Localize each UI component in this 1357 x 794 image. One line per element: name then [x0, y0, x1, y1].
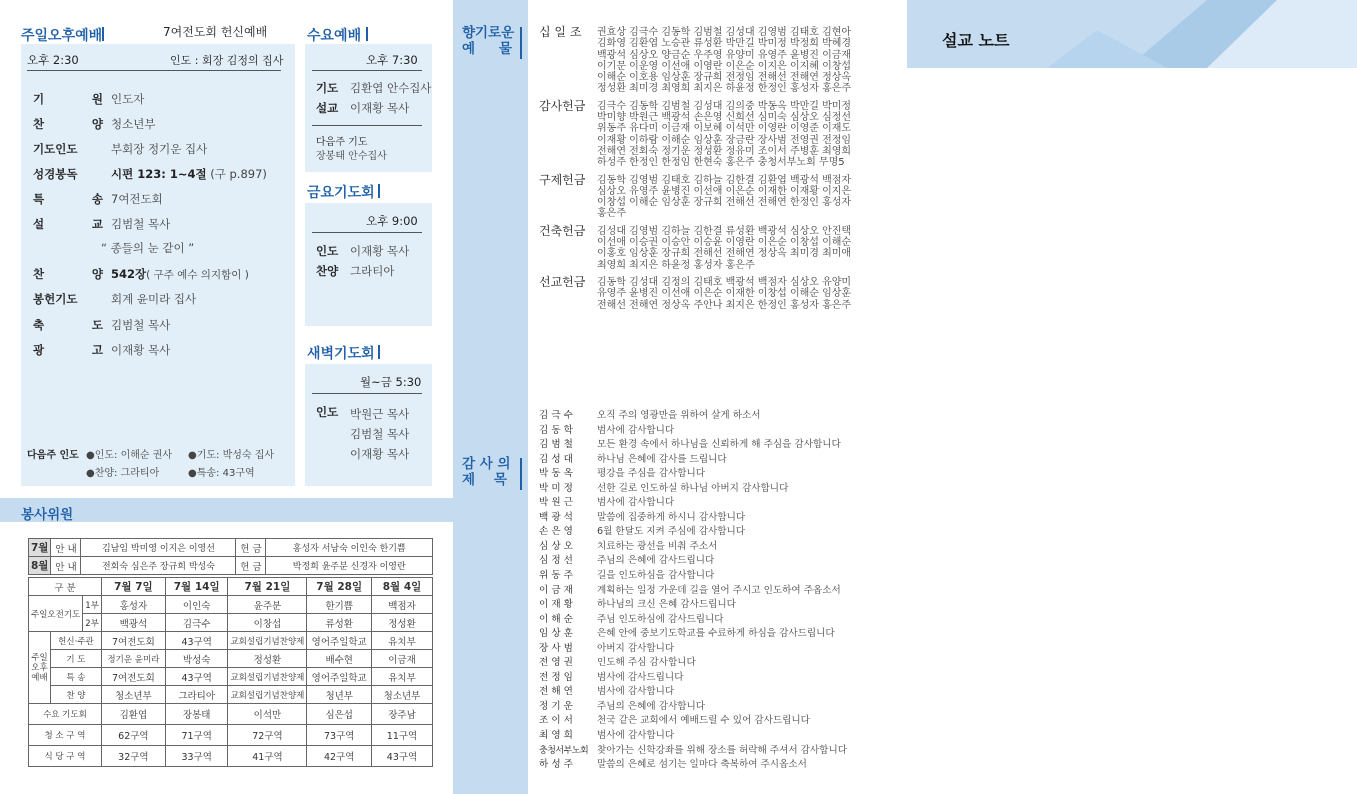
order-label: 설 교	[33, 217, 103, 231]
service-label: 기도	[316, 81, 339, 95]
sunday-service-panel	[21, 44, 295, 486]
sunday-time: 오후 2:30	[27, 53, 79, 67]
order-value: 부회장 정기운 집사	[111, 142, 208, 156]
order-value: 김범철 목사	[111, 217, 171, 231]
sermon-title: “ 종들의 눈 같이 ”	[101, 241, 195, 255]
thanks-row	[539, 671, 899, 686]
cell: 이석만	[228, 704, 307, 725]
thanks-message: 말씀에 집중하게 하시니 감사합니다	[597, 511, 746, 523]
offering-row	[539, 98, 869, 169]
cell: 11구역	[372, 725, 433, 746]
order-row	[33, 166, 303, 182]
thanks-name: 전 정 임	[539, 671, 573, 683]
cell: 32구역	[101, 746, 165, 767]
offering-names: 김극수 김동학 김범철 김성대 김의중 박동옥 박만길 박미정 박미향 박원근 백광석 손은영 신희선 심미숙 심상오 심정선 위동주 유다미 이금재 이보혜 이석만 이영란 이영준 이재도 이재황 이하람 이해순 임상훈 장금란 장사범 전영권 전정임 전해연 전회숙 정기운 정성환 정유미 조이서 주병훈 최영희 하성주 한정인 한정임 한현숙 홍은주 충청서부노회 무명5	[597, 100, 852, 169]
cell: 김극수	[165, 614, 228, 632]
cell: 청소년부	[101, 686, 165, 704]
cell: 이인숙	[165, 596, 228, 614]
thanks-message: 아버지 감사합니다	[597, 642, 675, 654]
order-label: 찬 양	[33, 267, 103, 281]
thanks-message: 오직 주의 영광만을 위하여 살게 하소서	[597, 410, 761, 421]
wednesday-title: 수요예배	[307, 28, 362, 44]
thanks-name: 이 재 황	[539, 599, 573, 611]
thanks-row	[539, 554, 899, 569]
cell: 윤주분	[228, 596, 307, 614]
weekly-volunteer-table	[28, 577, 433, 767]
cell: 영어주일학교	[307, 632, 372, 650]
thanks-row	[539, 540, 899, 555]
order-row	[33, 91, 303, 107]
order-value: 이재황 목사	[111, 343, 171, 357]
cell: 장주남	[372, 704, 433, 725]
service-row	[316, 100, 432, 116]
cell: 41구역	[228, 746, 307, 767]
table-row	[29, 704, 433, 725]
cell: 정성환	[372, 614, 433, 632]
order-label: 기도인도	[33, 142, 78, 156]
cell: 그라티아	[165, 686, 228, 704]
order-row	[33, 291, 303, 307]
offering-label: 구제헌금	[539, 172, 586, 187]
date-header: 7월 14일	[165, 578, 228, 596]
cell: 72구역	[228, 725, 307, 746]
thanks-message: 하나님 은혜에 감사를 드립니다	[597, 453, 727, 465]
cell: 한기쁨	[307, 596, 372, 614]
service-label: 인도	[316, 244, 339, 258]
thanks-name: 충청서부노회	[539, 745, 589, 756]
thanks-row	[539, 613, 899, 628]
service-value: 이재황 목사	[350, 244, 410, 258]
thanks-message: 주님 인도하심에 감사드립니다	[597, 613, 724, 625]
thanks-row	[539, 496, 899, 511]
thanks-message: 주님의 은혜에 감사드립니다	[597, 555, 715, 567]
thanks-row	[539, 467, 899, 482]
service-label: 설교	[316, 101, 339, 115]
table-row	[29, 596, 433, 614]
sunday-leader: 인도 : 회장 김정의 집사	[170, 54, 284, 67]
cell: 홍성자	[101, 596, 165, 614]
thanks-message: 하나님의 크신 은혜 감사드립니다	[597, 599, 736, 611]
cell: 43구역	[372, 746, 433, 767]
cell: 교회설립기념찬양제	[228, 668, 307, 686]
order-value: 시편 123: 1~4절 (구 p.897)	[111, 167, 267, 181]
cell: 73구역	[307, 725, 372, 746]
dawn-leader: 박원근 목사	[350, 407, 410, 421]
cell: 백점자	[372, 596, 433, 614]
thanks-name: 박 동 옥	[539, 468, 573, 480]
thanks-row	[539, 598, 899, 613]
next-week-item: ●찬양: 그라티아	[86, 468, 160, 479]
date-header: 7월 7일	[101, 578, 165, 596]
table-row	[29, 725, 433, 746]
title-bar-mark	[366, 27, 368, 41]
part-label: 기 도	[51, 650, 102, 668]
offering-label: 선교헌금	[539, 274, 586, 289]
thanks-name: 전 영 권	[539, 657, 573, 669]
thanks-name: 이 금 재	[539, 584, 573, 596]
cell: 김환엽	[101, 704, 165, 725]
table-row	[29, 650, 433, 668]
thanks-message: 치료하는 광선을 비춰 주소서	[597, 540, 718, 552]
row-label: 식 당 구 역	[29, 746, 102, 767]
cell: 박성숙	[165, 650, 228, 668]
cell: 심은섭	[307, 704, 372, 725]
cell: 청년부	[307, 686, 372, 704]
thanks-name: 하 성 주	[539, 759, 573, 771]
thanks-name: 김 동 학	[539, 424, 573, 436]
service-value: 그라티아	[350, 264, 395, 278]
order-label: 찬 양	[33, 117, 103, 131]
cell: 정기운 윤미라	[101, 650, 165, 668]
thanks-name: 김 성 대	[539, 453, 573, 465]
thanks-name: 박 원 근	[539, 497, 573, 509]
volunteers-title: 봉사위원	[21, 507, 74, 523]
dawn-leaders	[350, 404, 409, 464]
order-value: 7여전도회	[111, 192, 163, 206]
table-row	[29, 686, 433, 704]
cell: 71구역	[165, 725, 228, 746]
dawn-time: 월~금 5:30	[360, 375, 422, 389]
thanks-name: 심 상 오	[539, 540, 573, 552]
table-row	[29, 746, 433, 767]
part-label: 특 송	[51, 668, 102, 686]
cell: 교회설립기념찬양제	[228, 686, 307, 704]
thanks-row	[539, 438, 899, 453]
thanks-row	[539, 627, 899, 642]
wednesday-next-value: 장봉태 안수집사	[316, 151, 387, 162]
thanks-name: 전 해 연	[539, 686, 573, 698]
names-cell: 박정희 윤주분 신경자 이영란	[266, 557, 433, 575]
cell: 교회설립기념찬양제	[228, 632, 307, 650]
thanks-name: 손 은 영	[539, 526, 573, 538]
cell: 33구역	[165, 746, 228, 767]
cell: 43구역	[165, 632, 228, 650]
role-cell: 헌 금	[236, 539, 266, 557]
table-row	[29, 539, 433, 557]
wednesday-rows	[316, 80, 432, 120]
thanks-message: 인도해 주심 감사합니다	[597, 657, 696, 669]
offering-row	[539, 172, 869, 220]
role-cell: 안 내	[51, 539, 81, 557]
cell: 7여전도회	[101, 668, 165, 686]
names-cell: 전회숙 심은주 장규희 박성숙	[81, 557, 236, 575]
date-header: 7월 21일	[228, 578, 307, 596]
thanks-row	[539, 482, 899, 497]
offering-names: 권효상 김극수 김동학 김범철 김성대 김영범 김태호 김현아 김화영 김환엽 노승관 류성환 박만길 박미정 박정희 박혜경 백광석 심상오 양금순 우주영 유양미 유영주 윤병진 이금재 이기문 이운영 이선애 이영란 이은순 이지은 이지혜 이창섭 이해순 이호용 임상훈 장규희 전정임 전해선 전해연 정상옥 정성환 최미경 최영희 최지은 하윤정 한정인 홍성자 홍은주	[597, 27, 852, 95]
service-row	[316, 80, 432, 96]
thanks-message: 범사에 감사합니다	[597, 497, 675, 509]
dawn-leader: 이재황 목사	[350, 447, 410, 461]
thanks-list	[539, 409, 899, 773]
thanks-name: 조 이 서	[539, 715, 573, 727]
order-row	[33, 266, 303, 282]
thanks-message: 범사에 감사드립니다	[597, 671, 684, 683]
title-bar-mark	[378, 345, 380, 359]
wednesday-next-label: 다음주 기도	[316, 137, 368, 148]
next-week-item: ●기도: 박성숙 집사	[188, 450, 275, 461]
names-cell: 홍성자 서남숙 이인숙 한기쁨	[266, 539, 433, 557]
thanks-row	[539, 525, 899, 540]
thanks-message: 주님의 은혜에 감사합니다	[597, 700, 706, 712]
wednesday-divider	[312, 70, 422, 71]
cell: 청소년부	[372, 686, 433, 704]
row-label: 수요 기도회	[29, 704, 102, 725]
order-row	[33, 116, 303, 132]
offering-label: 건축헌금	[539, 223, 586, 238]
thanks-row	[539, 569, 899, 584]
row-label: 청 소 구 역	[29, 725, 102, 746]
offering-row	[539, 274, 869, 311]
offering-title: 향기로운 예 물	[462, 25, 515, 57]
dawn-divider	[312, 393, 422, 394]
header-cell: 구 분	[29, 578, 102, 596]
cell: 유치부	[372, 632, 433, 650]
thanks-name: 위 동 주	[539, 570, 573, 582]
thanks-row	[539, 758, 899, 773]
thanks-row	[539, 729, 899, 744]
cell: 류성환	[307, 614, 372, 632]
order-label: 봉헌기도	[33, 292, 78, 306]
cell: 배수현	[307, 650, 372, 668]
service-row	[316, 243, 432, 259]
order-label: 특 송	[33, 192, 103, 206]
offering-label: 감사헌금	[539, 98, 586, 113]
section-strip	[453, 0, 528, 794]
offering-row	[539, 223, 869, 271]
title-bar-mark	[520, 458, 522, 490]
cell: 43구역	[165, 668, 228, 686]
part-label: 2부	[83, 614, 102, 632]
order-value: 인도자	[111, 92, 145, 106]
date-header: 8월 4일	[372, 578, 433, 596]
thanks-row	[539, 584, 899, 599]
next-week-item: ●특송: 43구역	[188, 468, 255, 479]
part-label: 헌신·주관	[51, 632, 102, 650]
thanks-row	[539, 409, 899, 424]
cell: 정성환	[228, 650, 307, 668]
sunday-service-title: 주일오후예배	[21, 28, 103, 44]
thanks-row	[539, 656, 899, 671]
order-row	[33, 317, 303, 333]
thanks-row	[539, 642, 899, 657]
cell: 백광석	[101, 614, 165, 632]
thanks-row	[539, 700, 899, 715]
order-row	[33, 191, 303, 207]
names-cell: 김남임 박미영 이지은 이영선	[81, 539, 236, 557]
title-bar-mark	[378, 184, 380, 198]
thanks-row	[539, 714, 899, 729]
order-label: 성경봉독	[33, 167, 78, 181]
table-header-row	[29, 578, 433, 596]
service-label: 찬양	[316, 264, 339, 278]
thanks-row	[539, 744, 899, 759]
thanks-name: 백 광 석	[539, 511, 573, 523]
order-value: 542장( 구주 예수 의지함이 )	[111, 267, 249, 281]
wednesday-time: 오후 7:30	[366, 53, 418, 67]
order-value: 회계 윤미라 집사	[111, 292, 197, 306]
sunday-divider	[27, 70, 281, 71]
thanks-name: 임 상 훈	[539, 628, 573, 640]
order-value: 김범철 목사	[111, 318, 171, 332]
thanks-name: 장 사 범	[539, 642, 573, 654]
cell: 62구역	[101, 725, 165, 746]
order-label	[33, 240, 111, 256]
monthly-volunteer-table	[28, 538, 433, 575]
offering-names: 김성대 김영범 김하늘 김한결 류성환 백광석 심상오 안진택 이선애 이승권 이승안 이승윤 이영란 이은순 이창섭 이해순 이홍호 임상훈 장규희 전해선 전해연 정상옥 최미경 최미애 최영희 최지은 하윤정 홍성자 홍은주	[597, 225, 852, 271]
thanks-row	[539, 511, 899, 526]
role-cell: 안 내	[51, 557, 81, 575]
table-row	[29, 614, 433, 632]
cell: 영어주일학교	[307, 668, 372, 686]
offering-list	[539, 27, 869, 317]
sermon-note-title: 설교 노트	[942, 31, 1010, 50]
cell: 유치부	[372, 668, 433, 686]
service-value: 이재황 목사	[350, 101, 410, 115]
friday-title: 금요기도회	[307, 185, 375, 201]
thanks-message: 선한 길로 인도하실 하나님 아버지 감사합니다	[597, 482, 789, 494]
offering-names: 김동학 김성대 김정의 김태호 백광석 백점자 심상오 유양미 유영주 윤병진 이선애 이은순 이재한 이창섭 이해순 임상훈 전해선 전해연 정상옥 주안나 최지은 한정인 홍성자 홍은주	[597, 276, 852, 311]
offering-names: 김동학 김영범 김태호 김하늘 김한결 김환엽 백광석 백점자 심상오 유영주 윤병진 이선애 이은순 이재한 이재황 이지은 이창섭 이해순 임상훈 장규희 전해선 전해연 한정인 홍성자 홍은주	[597, 174, 852, 220]
wednesday-divider-2	[312, 125, 422, 126]
thanks-row	[539, 453, 899, 468]
sunday-service-subtitle: 7여전도회 헌신예배	[163, 25, 268, 39]
thanks-message: 찾아가는 신학강좌를 위해 장소를 허락해 주셔서 감사합니다	[597, 744, 847, 756]
dawn-title: 새벽기도회	[307, 346, 375, 362]
next-week-label: 다음주 인도	[27, 450, 79, 461]
group-label: 주일오전기도	[29, 596, 83, 632]
thanks-name: 정 기 운	[539, 700, 573, 712]
friday-rows	[316, 243, 432, 283]
thanks-title: 감 사 의 제 목	[462, 456, 511, 488]
table-row	[29, 632, 433, 650]
offering-row	[539, 27, 869, 95]
thanks-row	[539, 424, 899, 439]
next-week-item: ●인도: 이해순 권사	[86, 450, 173, 461]
friday-divider	[312, 232, 422, 233]
month-cell: 7월	[29, 539, 51, 557]
dawn-leader-label: 인도	[316, 405, 339, 419]
cell: 이창섭	[228, 614, 307, 632]
thanks-message: 천국 같은 교회에서 예배드릴 수 있어 감사드립니다	[597, 715, 810, 727]
order-label: 축 도	[33, 318, 103, 332]
month-cell: 8월	[29, 557, 51, 575]
thanks-name: 김 범 철	[539, 439, 573, 451]
cell: 장봉태	[165, 704, 228, 725]
friday-time: 오후 9:00	[366, 214, 418, 228]
part-label: 1부	[83, 596, 102, 614]
thanks-name: 심 정 선	[539, 555, 573, 567]
thanks-message: 모든 환경 속에서 하나님을 신뢰하게 해 주심을 감사합니다	[597, 439, 841, 451]
order-label: 광 고	[33, 343, 103, 357]
thanks-message: 계획하는 일정 가운데 길을 열어 주시고 인도하여 주옵소서	[597, 584, 841, 596]
cell: 42구역	[307, 746, 372, 767]
dawn-leader: 김범철 목사	[350, 427, 410, 441]
service-row	[316, 263, 432, 279]
thanks-message: 길을 인도하심을 감사합니다	[597, 570, 715, 582]
order-label: 기 원	[33, 92, 103, 106]
order-row	[33, 141, 303, 157]
sermon-title-row	[33, 240, 303, 256]
order-value: 청소년부	[111, 117, 156, 131]
cell: 7여전도회	[101, 632, 165, 650]
cell: 이금재	[372, 650, 433, 668]
thanks-message: 범사에 감사합니다	[597, 424, 675, 436]
group-label: 주일 오후 예배	[29, 632, 51, 704]
order-row	[33, 342, 303, 358]
title-bar-mark	[102, 27, 104, 41]
thanks-message: 말씀의 은혜로 섬기는 일마다 축복하여 주시옵소서	[597, 759, 807, 771]
thanks-message: 범사에 감사합니다	[597, 730, 675, 742]
service-value: 김환엽 안수집사	[350, 81, 432, 95]
offering-label: 십 일 조	[539, 25, 582, 39]
thanks-message: 6월 한달도 지켜 주심에 감사합니다	[597, 526, 746, 538]
table-row	[29, 557, 433, 575]
thanks-row	[539, 685, 899, 700]
thanks-message: 범사에 감사합니다	[597, 686, 675, 698]
table-row	[29, 668, 433, 686]
thanks-name: 김 극 수	[539, 410, 573, 421]
part-label: 찬 양	[51, 686, 102, 704]
thanks-name: 이 해 순	[539, 613, 573, 625]
title-bar-mark	[520, 27, 522, 59]
thanks-message: 은혜 안에 중보기도학교를 수료하게 하심을 감사드립니다	[597, 628, 835, 640]
role-cell: 헌 금	[236, 557, 266, 575]
thanks-message: 평강을 주심을 감사합니다	[597, 468, 706, 480]
order-row	[33, 216, 303, 232]
thanks-name: 박 미 정	[539, 482, 573, 494]
thanks-name: 최 영 희	[539, 730, 573, 742]
date-header: 7월 28일	[307, 578, 372, 596]
